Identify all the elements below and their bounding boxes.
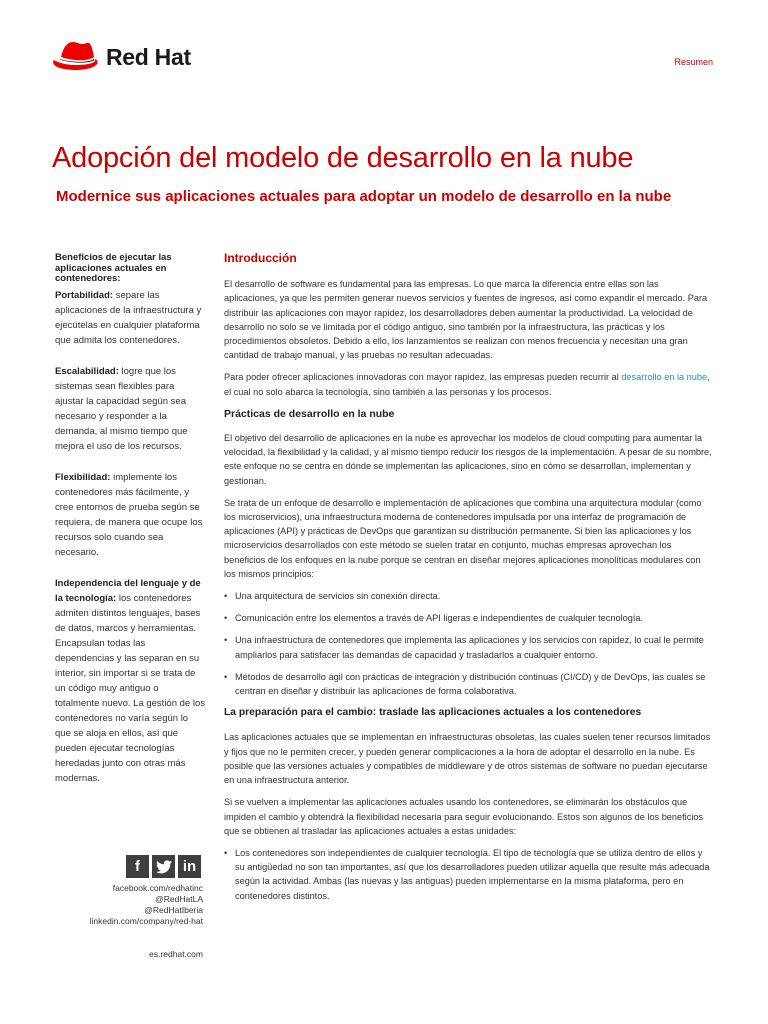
- linkedin-icon[interactable]: in: [178, 855, 201, 878]
- website-link[interactable]: es.redhat.com: [149, 949, 203, 959]
- facebook-link[interactable]: facebook.com/redhatinc: [112, 883, 203, 893]
- benefits-sidebar: [55, 253, 205, 802]
- practices-paragraph-2: Se trata de un enfoque de desarrollo e implementación de aplicaciones que combina una arquitectura modular (como los microservicios), una infraestructura moderna de contenedores impulsada por una interfaz de programación de aplicaciones (API) y prácticas de DevOps que garantizan su distribución permanente. Si bien las aplicaciones y los microservicios desarrollados con este método se suelen tratar en conjunto, muchas empresas aprovechan los beneficios de los enfoques en la nube porque se centran en diseñar mejores aplicaciones monolíticas modulares con los mismos principios:: [224, 497, 702, 579]
- sidebar-heading: Beneficios de ejecutar las aplicaciones actuales en contenedores:: [55, 252, 172, 284]
- page-title: Adopción del modelo de desarrollo en la nube: [52, 142, 634, 174]
- practices-heading: Prácticas de desarrollo en la nube: [224, 407, 395, 420]
- preparation-paragraph-1: Las aplicaciones actuales que se implementan en infraestructuras obsoletas, las cuales suelen tener recursos limitados y fijos que no le permiten crecer, y pueden generar complicaciones a la hora de adoptar el desarrollo en la nube. Es posible que las versiones actuales y compatibles de middleware y de otros sistemas de software no puedan ejecutarse en una infraestructura anterior.: [224, 732, 711, 786]
- benefit-independence: [55, 576, 205, 786]
- red-hat-logo[interactable]: [50, 39, 191, 75]
- benefit-text: los contenedores admiten distintos lenguajes, bases de datos, marcos y herramientas. Encapsulan todas las dependencias y las separan en su interior, sin importar si se trata de un código muy antiguo o totalmente nuevo. La gestión de los contenedores no varía según lo que se aloja en ellos, así que pueden ejecutar tecnologías heredadas junto con otras más modernas.: [55, 592, 205, 784]
- benefit-text: separe las aplicaciones de la infraestructura y ejecútelas en cualquier plataforma que admita los contenedores.: [55, 289, 202, 346]
- red-hat-fedora-icon: [50, 39, 100, 75]
- benefit-term: Flexibilidad:: [55, 471, 111, 483]
- page-subtitle: Modernice sus aplicaciones actuales para adoptar un modelo de desarrollo en la nube: [56, 188, 672, 205]
- list-item: • Una arquitectura de servicios sin conexión directa.: [224, 589, 714, 603]
- list-item: • Una infraestructura de contenedores que implementa las aplicaciones y los servicios con rapidez, lo cual le permite ampliarlos para satisfacer las demandas de capacidad y trasladarlos a cualquier entorno.: [224, 633, 714, 661]
- twitter-latam-link[interactable]: @RedHatLA: [155, 894, 203, 904]
- benefit-flexibility: [55, 470, 205, 560]
- practices-paragraph-1: El objetivo del desarrollo de aplicaciones en la nube es aprovechar los modelos de cloud computing para aumentar la velocidad, la flexibilidad y la calidad, y al mismo tiempo reducir los riesgos de la implementación. A pesar de su nombre, este enfoque no se centra en dónde se implementan las aplicaciones, sino en cómo se desarrollan, implementan y gestionan.: [224, 433, 712, 486]
- intro-heading: Introducción: [224, 251, 297, 265]
- linkedin-link[interactable]: linkedin.com/company/red-hat: [89, 916, 203, 926]
- facebook-icon[interactable]: f: [126, 855, 149, 878]
- social-icons: [126, 855, 201, 878]
- benefit-term: Independencia del lenguaje y de la tecnología:: [55, 577, 201, 604]
- twitter-iberia-link[interactable]: @RedHatIberia: [144, 905, 203, 915]
- cloud-development-link[interactable]: desarrollo en la nube: [621, 372, 708, 383]
- benefit-text: logre que los sistemas sean flexibles para ajustar la capacidad según sea necesario y responder a la demanda, al mismo tiempo que mejora el uso de los recursos.: [55, 365, 188, 452]
- benefit-text: implemente los contenedores más fácilmente, y cree entornos de prueba según se requiera, de manera que ocupe los recursos solo cuando sea necesario.: [55, 471, 203, 558]
- practices-list: [224, 589, 714, 698]
- preparation-paragraph-2: Si se vuelven a implementar las aplicaciones actuales usando los contenedores, se eliminarán los obstáculos que impiden el cambio y obtendrá la flexibilidad necesaria para seguir evolucionando. Estos son algunos de los beneficios que se obtienen al trasladar las aplicaciones actuales a estas unidades:: [224, 797, 704, 836]
- benefit-portability: [55, 288, 205, 348]
- list-item: • Los contenedores son independientes de cualquier tecnología. El tipo de tecnología que se utiliza dentro de ellos y su antigüedad no son tan importantes, así que los desarrolladores pueden utilizar aquella que resulte más adecuada según la actividad. Ambas (las nuevas y las antiguas) pueden implementarse en la misma plataforma, pero en contenedores distintos.: [224, 846, 714, 903]
- preparation-list: [224, 846, 714, 903]
- main-content: [224, 251, 714, 911]
- benefit-scalability: [55, 364, 205, 454]
- brand-name: Red Hat: [106, 43, 191, 70]
- list-item: • Métodos de desarrollo ágil con prácticas de integración y distribución continuas (CI/CD) y de DevOps, las cuales se centran en diseñar y distribuir las aplicaciones de forma colaborativa.: [224, 670, 714, 698]
- document-type-label: Resumen: [674, 57, 713, 67]
- benefit-term: Portabilidad:: [55, 289, 114, 301]
- benefit-term: Escalabilidad:: [55, 365, 119, 377]
- list-item: • Comunicación entre los elementos a través de API ligeras e independientes de cualquier tecnología.: [224, 611, 714, 625]
- preparation-heading: La preparación para el cambio: traslade las aplicaciones actuales a los contenedores: [224, 707, 642, 719]
- intro-paragraph-1: El desarrollo de software es fundamental para las empresas. Lo que marca la diferencia entre ellas son las aplicaciones, ya que les permiten generar nuevos servicios y fuentes de ingresos, así como expandir el mercado. Para distribuir las aplicaciones con mayor rapidez, los desarrolladores deben aumentar la productividad. La velocidad de desarrollo no solo se ve limitada por el código antiguo, sino también por la infraestructura, las prácticas y los procedimientos obsoletos. Debido a ello, los lanzamientos se realizan con menos frecuencia y necesitan una gran cantidad de trabajo manual, y las pruebas no resultan adecuadas.: [224, 279, 708, 361]
- twitter-icon[interactable]: [152, 855, 175, 878]
- social-links: [90, 883, 203, 927]
- intro-paragraph-2: Para poder ofrecer aplicaciones innovadoras con mayor rapidez, las empresas pueden recurrir al desarrollo en la nube, el cual no solo abarca la tecnología, sino también a las personas y los procesos.: [224, 372, 710, 397]
